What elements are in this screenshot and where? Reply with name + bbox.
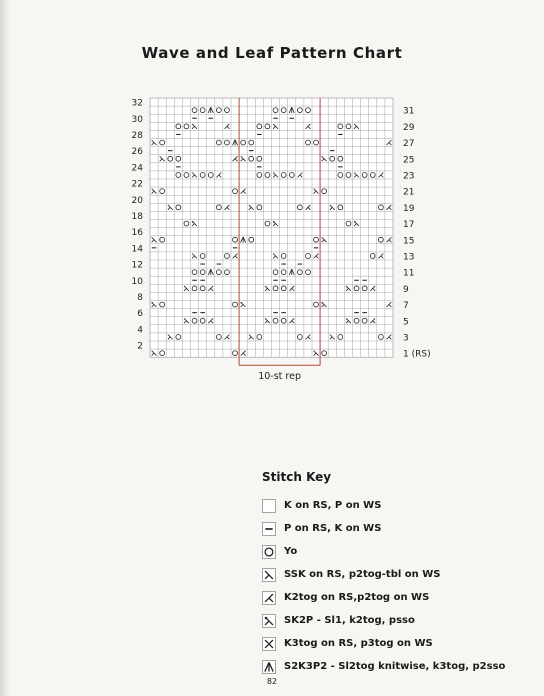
row-label-left: 12 [131,260,143,271]
row-label-left: 10 [131,276,143,287]
key-item-label: K2tog on RS,p2tog on WS [284,592,430,603]
page-number: 82 [266,677,278,686]
page-edge [0,0,12,696]
row-label-right: 11 [403,268,415,279]
purl-symbol-icon [262,522,276,536]
key-item-label: K3tog on RS, p3tog on WS [284,638,433,649]
row-label-right: 5 [403,317,409,328]
row-label-left: 20 [131,195,143,206]
key-item-yo [262,540,505,563]
knitting-chart [120,92,460,462]
key-item-label: SSK on RS, p2tog-tbl on WS [284,569,441,580]
row-label-right: 9 [403,284,409,295]
row-label-right: 3 [403,333,409,344]
row-label-left: 22 [131,179,143,190]
row-label-left: 18 [131,211,143,222]
row-label-right: 31 [403,106,415,117]
knit-symbol-icon [262,499,276,513]
key-item-label: S2K3P2 - Sl2tog knitwise, k3tog, p2sso [284,661,506,672]
key-item-k2tog [262,586,505,609]
row-label-right: 7 [403,301,409,312]
key-item-s2k3p2 [262,655,505,678]
k3tog-symbol-icon [262,637,276,651]
row-label-right: 23 [403,171,415,182]
row-label-right: 13 [403,252,415,263]
row-label-right: 29 [403,122,415,133]
k2tog-symbol-icon [262,591,276,605]
row-label-right: 15 [403,236,415,247]
s2k3p2-symbol-icon [262,660,276,674]
key-item-label: K on RS, P on WS [284,500,382,511]
row-label-left: 6 [137,309,143,320]
yo-symbol-icon [262,545,276,559]
row-label-right: 27 [403,139,415,150]
row-label-right: 17 [403,220,415,231]
row-label-right: 25 [403,155,415,166]
row-label-left: 26 [131,147,143,158]
key-item-ssk [262,563,505,586]
key-item-knit [262,494,505,517]
repeat-label: 10-st rep [258,371,301,383]
stitch-key-title: Stitch Key [262,470,332,484]
key-item-k3tog [262,632,505,655]
row-label-left: 30 [131,114,143,125]
row-label-left: 32 [131,98,143,109]
row-label-left: 24 [131,163,143,174]
key-item-label: Yo [284,546,298,557]
row-label-right: 21 [403,187,415,198]
stitch-key-list [262,494,505,678]
chart-title: Wave and Leaf Pattern Chart [141,44,403,62]
row-label-left: 2 [137,341,143,352]
ssk-symbol-icon [262,568,276,582]
row-label-left: 8 [137,292,143,303]
key-item-label: SK2P - Sl1, k2tog, psso [284,615,415,626]
row-label-left: 16 [131,228,143,239]
key-item-purl [262,517,505,540]
key-item-sk2p [262,609,505,632]
row-label-left: 14 [131,244,143,255]
row-label-right: 1 (RS) [403,349,431,360]
row-label-left: 4 [137,325,143,336]
row-label-right: 19 [403,203,415,214]
key-item-label: P on RS, K on WS [284,523,382,534]
stitch-key [262,470,505,678]
sk2p-symbol-icon [262,614,276,628]
row-label-left: 28 [131,130,143,141]
